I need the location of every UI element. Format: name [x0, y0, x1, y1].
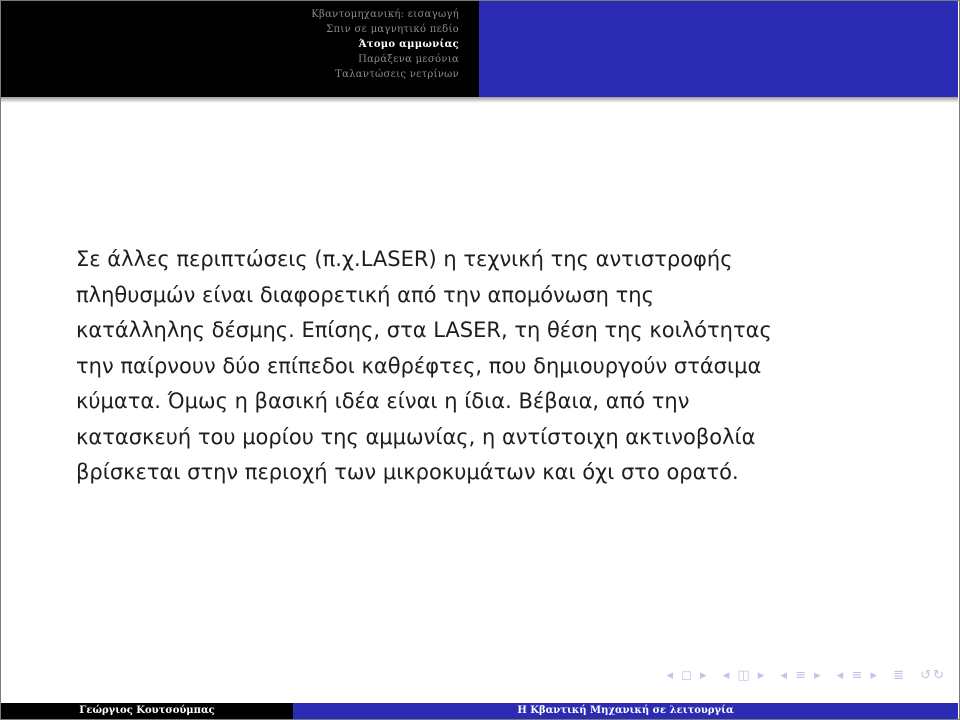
frame-nav-icon[interactable]: ◂ ◻ ▸	[666, 668, 709, 683]
header-left-panel	[1, 1, 479, 97]
footer-title: Η Κβαντική Μηχανική σε λειτουργία	[293, 703, 958, 719]
body-line: κατασκευή του μορίου της αμμωνίας, η αντίστοιχη ακτινοβολία	[76, 424, 756, 449]
align-icon[interactable]: ≣	[893, 668, 907, 683]
footer-author: Γεώργιος Κουτσούμπας	[1, 703, 293, 719]
slide-body-text	[76, 242, 896, 491]
body-line: την παίρνουν δύο επίπεδοι καθρέφτες, που δημιουργούν στάσιμα	[76, 353, 762, 378]
nav-item-intro[interactable]: Κβαντομηχανική: εισαγωγή	[311, 9, 459, 20]
slide-header	[1, 1, 958, 97]
body-line: πληθυσμών είναι διαφορετική από την απομόνωση της	[76, 282, 654, 307]
section-navigation	[311, 7, 459, 82]
beamer-navigation-symbols	[658, 668, 946, 683]
body-line: κύματα. Όμως η βασική ιδέα είναι η ίδια. Βέβαια, από την	[76, 389, 690, 413]
nav-item-mesons[interactable]: Παράξενα μεσόνια	[358, 54, 459, 65]
nav-item-ammonia[interactable]: Άτομο αμμωνίας	[358, 39, 459, 50]
header-right-panel	[479, 1, 958, 97]
body-line: Σε άλλες περιπτώσεις (π.χ.LASER) η τεχνική της αντιστροφής	[76, 247, 733, 271]
slide-footer	[1, 703, 958, 719]
presentation-nav-icon[interactable]: ◂ ≡ ▸	[836, 668, 880, 683]
body-line: βρίσκεται στην περιοχή των μικροκυμάτων και όχι στο ορατό.	[76, 460, 739, 484]
header-shadow	[1, 97, 958, 103]
nav-item-neutrinos[interactable]: Ταλαντώσεις νετρίνων	[335, 69, 459, 80]
nav-item-spin[interactable]: Σπιν σε μαγνητικό πεδίο	[326, 24, 459, 35]
subsection-nav-icon[interactable]: ◂ ◫ ▸	[722, 668, 767, 683]
section-nav-icon[interactable]: ◂ ≡ ▸	[780, 668, 823, 683]
body-line: κατάλληλης δέσμης. Επίσης, στα LASER, τη θέση της κοιλότητας	[76, 318, 772, 342]
search-back-icon[interactable]: ↺↻	[920, 668, 946, 683]
